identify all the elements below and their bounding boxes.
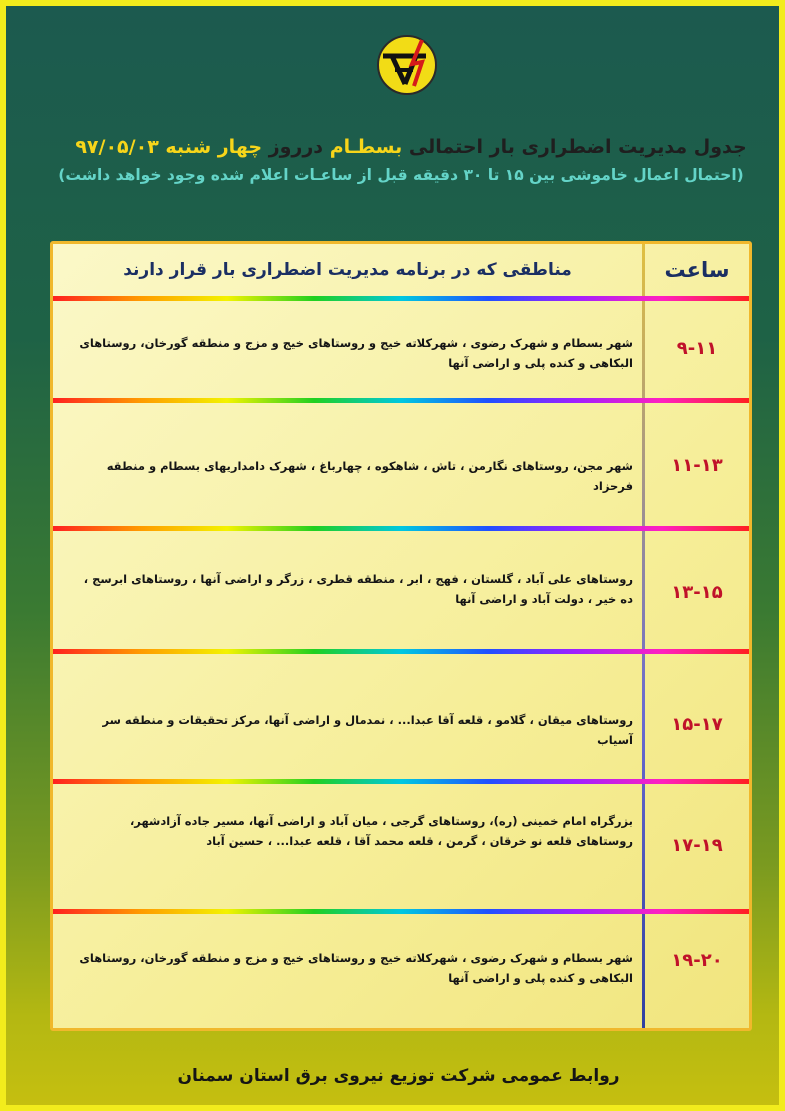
row-areas: روستاهای میقان ، گلامو ، قلعه آقا عبدا... ، نمدمال و اراضی آنها، مرکز تحقیقات و منطقه سر آسیاب	[102, 713, 633, 747]
rainbow-divider	[53, 296, 749, 301]
row-time: ۱۹-۲۰	[671, 950, 723, 971]
rainbow-divider	[53, 398, 749, 403]
row-areas: شهر بسطام و شهرک رضوی ، شهرکلاته خیج و روستاهای خیج و مزج و منطقه گورخان، روستاهای البکاهی و کنده پلی و اراضی آنها	[79, 951, 633, 985]
rainbow-divider	[53, 649, 749, 654]
row-areas: بزرگراه امام خمینی (ره)، روستاهای گرجی ، میان آباد و اراضی آنها، مسیر جاده آزادشهر، روستاهای قلعه نو خرقان ، گرمن ، قلعه محمد آقا ، قلعه عبدا... ، حسین آباد	[129, 814, 633, 848]
electricity-company-logo	[376, 34, 438, 96]
header-areas: مناطقی که در برنامه مدیریت اضطراری بار قرار دارند	[123, 260, 572, 280]
header-time: ساعت	[664, 258, 730, 282]
row-areas: شهر بسطام و شهرک رضوی ، شهرکلاته خیج و روستاهای خیج و مزج و منطقه گورخان، روستاهای البکاهی و کنده پلی و اراضی آنها	[79, 336, 633, 370]
row-areas: شهر مجن، روستاهای نگارمن ، تاش ، شاهکوه ، چهارباغ ، شهرک دامداریهای بسطام و منطقه فرحزاد	[106, 459, 633, 493]
row-time: ۱۵-۱۷	[671, 714, 723, 735]
row-time: ۱۱-۱۳	[671, 455, 723, 476]
footer-text: روابط عمومی شرکت توزیع نیروی برق استان سمنان	[177, 1066, 620, 1086]
row-areas: روستاهای علی آباد ، گلستان ، فهج ، ابر ، منطقه قطری ، زرگر و اراضی آنها ، روستاهای ابرسج ، ده خیر ، دولت آباد و اراضی آنها	[83, 572, 633, 606]
rainbow-divider	[53, 909, 749, 914]
title-city: بسطـام	[329, 136, 403, 158]
row-time: ۹-۱۱	[676, 338, 718, 359]
page-title	[66, 136, 756, 158]
rainbow-divider	[53, 526, 749, 531]
schedule-table	[50, 241, 752, 1031]
title-part2: درروز	[268, 136, 324, 158]
row-time: ۱۷-۱۹	[671, 835, 723, 856]
rainbow-divider	[53, 779, 749, 784]
page-subtitle: (احتمال اعمال خاموشی بین ۱۵ تا ۳۰ دقیقه قبل از ساعـات اعلام شده وجود خواهد داشت)	[58, 166, 744, 184]
row-time: ۱۳-۱۵	[671, 582, 723, 603]
title-date: چهار شنبه ۹۷/۰۵/۰۳	[75, 136, 263, 158]
title-part1: جدول مدیریت اضطراری بار احتمالی	[408, 136, 747, 158]
